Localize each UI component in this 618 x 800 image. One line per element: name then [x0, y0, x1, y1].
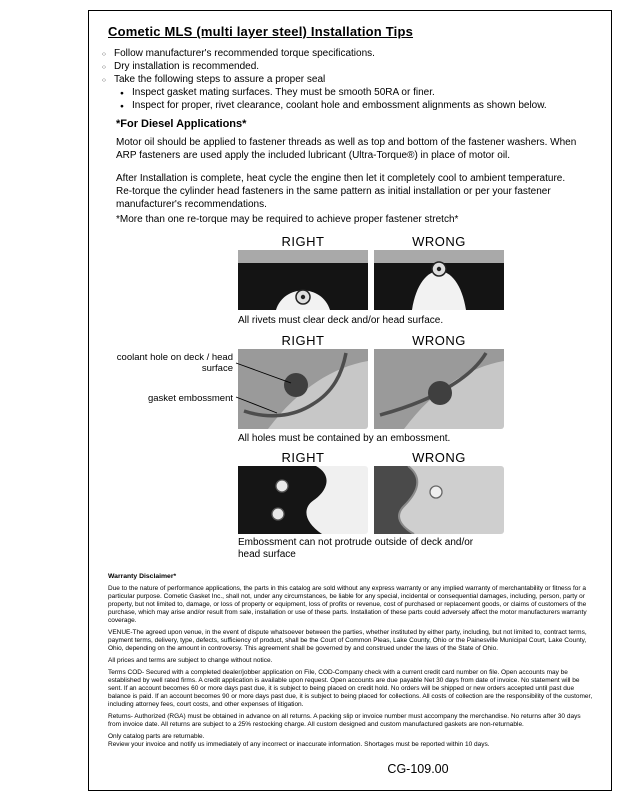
- legal-paragraph: Review your invoice and notify us immediately of any incorrect or inaccurate information. Shortages must be reported within 10 days.: [108, 741, 490, 748]
- page-title: Cometic MLS (multi layer steel) Installation Tips: [108, 24, 414, 39]
- rivet-clearance-wrong-diagram: [374, 250, 504, 310]
- rivet-clearance-right-diagram: [238, 250, 368, 310]
- warranty-disclaimer-section: [108, 573, 595, 753]
- tip-sub-item: ● Inspect gasket mating surfaces. They must be smooth 50RA or finer.: [120, 86, 547, 99]
- embossment-protrusion-wrong-diagram: [374, 466, 504, 534]
- tips-list: [102, 47, 547, 112]
- diesel-applications-heading: *For Diesel Applications*: [116, 118, 247, 130]
- tip-item: ○ Follow manufacturer's recommended torque specifications.: [102, 47, 547, 60]
- tip-item: ○ Dry installation is recommended.: [102, 60, 547, 73]
- legal-paragraph: VENUE-The agreed upon venue, in the event of dispute whatsoever between the parties, whether instituted by either party, including, but not limited to, contract terms, payment terms, delivery, type, defects, sufficiency of product, shall be the Court of Common Pleas, Lake County, Ohio or the Painesville Municipal Court, Lake County, Ohio, depending on the amount in controversy. This agreement shall be governed by and construed under the laws of the State of Ohio.: [108, 629, 587, 652]
- tip-sub-item: ● Inspect for proper, rivet clearance, coolant hole and embossment alignments as shown below.: [120, 99, 547, 112]
- legal-paragraph: All prices and terms are subject to change without notice.: [108, 657, 273, 664]
- gasket-embossment-annotation: gasket embossment: [147, 393, 233, 404]
- diagram-caption-1: All rivets must clear deck and/or head surface.: [238, 315, 444, 326]
- retorque-note: *More than one re-torque may be required to achieve proper fastener stretch*: [116, 214, 459, 225]
- diagram-section: [89, 226, 613, 571]
- warranty-disclaimer-heading: Warranty Disclaimer*: [108, 573, 177, 580]
- diesel-paragraph-1: Motor oil should be applied to fastener threads as well as top and bottom of the fastener washers. When ARP fasteners are used apply the included lubricant (Ultra-Torque®) in place of motor oil.: [116, 137, 577, 161]
- wrong-label-row1: WRONG: [412, 234, 466, 249]
- legal-paragraph: Due to the nature of performance applications, the parts in this catalog are sold without any express warranty or any implied warranty of merchantability or fitness for a particular purpose. Cometic Gasket Inc., shall not, under any circumstances, be liable for any special, incidental or consequential damages, including, person, party or property, but not limited to, damage, or loss of property or equipment, loss of profits or revenue, cost of purchased or replacement goods, or claims of customers of the purchase, which may arise and/or result from sale, installation or use of these parts. Installation of these parts could adversely affect the motor manufacturers warranty coverage.: [108, 585, 587, 624]
- diagram-caption-2: All holes must be contained by an embossment.: [238, 433, 451, 444]
- wrong-label-row3: WRONG: [412, 450, 466, 465]
- right-label-row1: RIGHT: [281, 234, 325, 249]
- right-label-row3: RIGHT: [281, 450, 325, 465]
- legal-paragraph: Only catalog parts are returnable.: [108, 733, 205, 740]
- embossment-protrusion-right-diagram: [238, 466, 368, 534]
- wrong-label-row2: WRONG: [412, 333, 466, 348]
- tip-item: ○ Take the following steps to assure a proper seal: [102, 73, 547, 86]
- page-number: CG-109.00: [387, 762, 449, 776]
- right-label-row2: RIGHT: [281, 333, 325, 348]
- diesel-paragraph-2: After Installation is complete, heat cycle the engine then let it completely cool to ambient temperature. Re-torque the cylinder head fasteners in the same pattern as initial installation or per your fastener manufacturer's recommendations.: [116, 173, 566, 210]
- embossment-containment-wrong-diagram: [374, 349, 504, 429]
- legal-paragraph: Returns- Authorized (RGA) must be obtained in advance on all returns. A packing slip or invoice number must accompany the merchandise. No returns after 30 days from invoice date. All returns are subject to a 25% restocking charge. All custom designed and custom manufactured gaskets are non-returnable.: [108, 713, 581, 728]
- coolant-hole-annotation: coolant hole on deck / head surface: [116, 352, 233, 374]
- embossment-containment-right-diagram: [238, 349, 368, 429]
- legal-paragraph: Terms COD- Secured with a completed dealer/jobber application on File, COD-Company check with a current credit card number on file. Open accounts may be established by well rated firms. A credit application is available upon request. Open accounts are due payable Net 30 days from date of invoice. No statement will be sent. If an account becomes 60 or more days past due, it is subject to being placed on credit hold. No orders will be shipped or new orders accepted until past due balance is paid. If an account becomes 90 or more days past due, it is subject to being placed for collections. All costs of collection are the responsibility of the customer, including attorney fees, court costs, and other expenses of litigation.: [108, 669, 593, 708]
- diagram-caption-3: Embossment can not protrude outside of deck and/or head surface: [238, 537, 474, 560]
- document-page: [88, 10, 612, 791]
